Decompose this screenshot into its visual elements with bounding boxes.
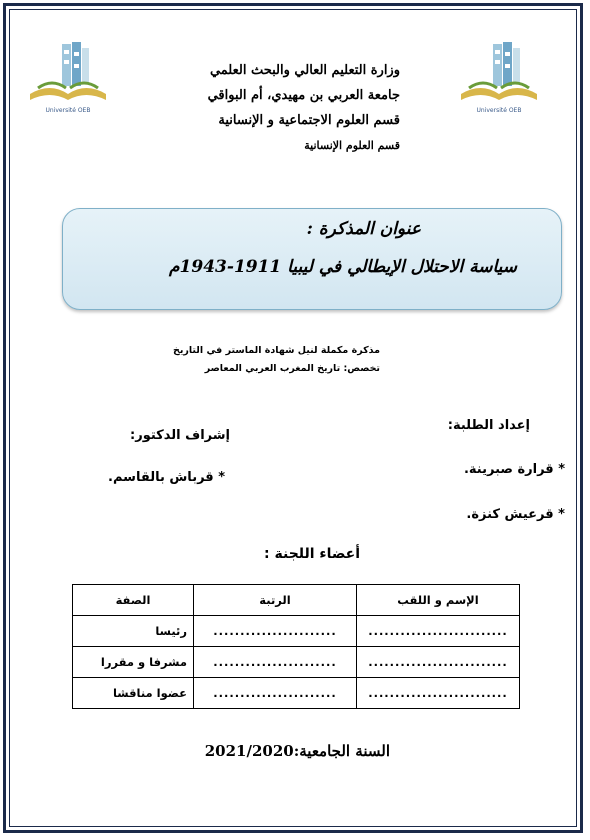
member-role-cell: مشرفا و مقررا	[73, 647, 194, 678]
logo-caption: Université OEB	[476, 107, 522, 114]
memo-degree: مذكرة مكملة لنيل شهادة الماستر في التاريخ	[172, 345, 380, 356]
supervisor-label: إشراف الدكتور:	[130, 428, 230, 443]
memo-specialty: تخصص: تاريخ المغرب العربي المعاصر	[204, 363, 380, 374]
logo-caption: Université OEB	[45, 107, 91, 114]
memo-title: سياسة الاحتلال الإيطالي في ليبيا 1911-1943م	[169, 257, 517, 277]
memo-title-box	[62, 208, 562, 310]
memo-title-label: عنوان المذكرة :	[306, 219, 421, 239]
table-row	[73, 678, 520, 709]
member-name-cell: ..........................	[357, 678, 520, 709]
member-rank-cell: .......................	[194, 678, 357, 709]
faculty-name: قسم العلوم الاجتماعية و الإنسانية	[218, 113, 400, 128]
student-name: * قرارة صبرينة.	[463, 462, 565, 477]
supervisor-name: * قرباش بالقاسم.	[108, 470, 225, 485]
committee-table	[72, 584, 520, 709]
university-logo-left	[24, 38, 112, 118]
university-logo-right	[455, 38, 543, 118]
student-name: * قرعيش كنزة.	[466, 507, 565, 522]
students-label: إعداد الطلبة:	[447, 418, 530, 433]
ministry-name: وزارة التعليم العالي والبحث العلمي	[209, 63, 400, 78]
memo-description	[150, 342, 380, 378]
column-header-role: الصفة	[73, 585, 194, 616]
member-rank-cell: .......................	[194, 616, 357, 647]
column-header-rank: الرتبة	[194, 585, 357, 616]
committee-header-row	[73, 585, 520, 616]
member-rank-cell: .......................	[194, 647, 357, 678]
table-row	[73, 616, 520, 647]
department-name: قسم العلوم الإنسانية	[304, 139, 400, 152]
member-name-cell: ..........................	[357, 616, 520, 647]
member-role-cell: عضوا مناقشا	[73, 678, 194, 709]
column-header-name: الإسم و اللقب	[357, 585, 520, 616]
table-row	[73, 647, 520, 678]
committee-label: أعضاء اللجنة :	[264, 546, 360, 562]
member-role-cell: رئيسا	[73, 616, 194, 647]
member-name-cell: ..........................	[357, 647, 520, 678]
academic-year: السنة الجامعية:2021/2020	[204, 742, 390, 760]
university-name: جامعة العربي بن مهيدي، أم البواقي	[207, 88, 400, 103]
institution-header	[160, 58, 400, 158]
